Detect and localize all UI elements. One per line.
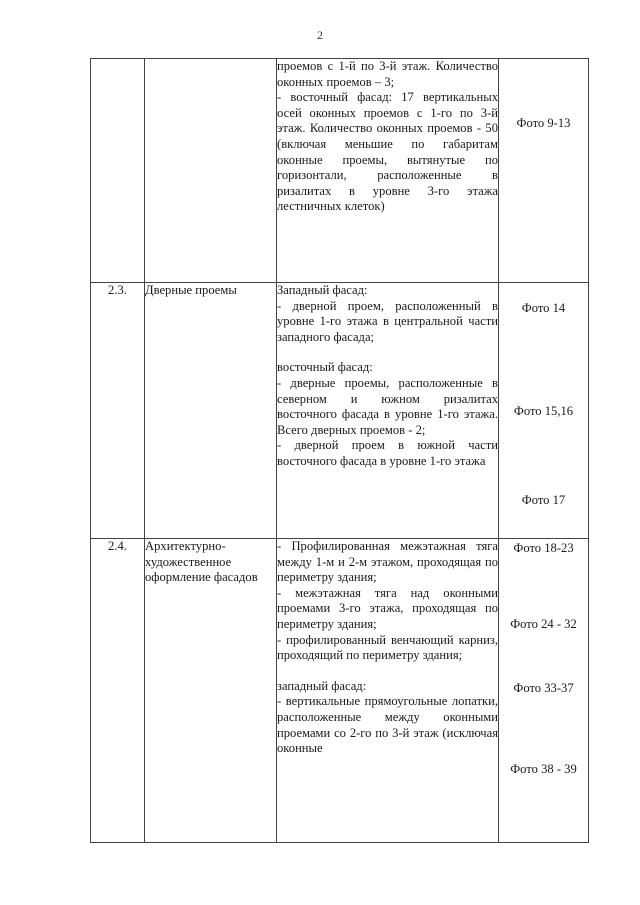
- element-description: [277, 539, 499, 843]
- row-number: 2.3.: [91, 283, 145, 539]
- photo-reference: Фото 38 - 39: [510, 762, 577, 776]
- table-row: [91, 59, 589, 283]
- description-paragraph: Западный фасад:: [277, 283, 368, 297]
- heritage-elements-table: [90, 58, 589, 843]
- description-paragraph: - дверные проемы, расположенные в северном и южном ризалитах восточного фасада в уровне 1-го этажа. Всего дверных проемов - 2;: [277, 375, 498, 437]
- table-row: [91, 283, 589, 539]
- description-paragraph: - дверной проем в южной части восточного фасада в уровне 1-го этажа: [277, 438, 498, 468]
- description-paragraph: - межэтажная тяга над оконными проемами 3-го этажа, проходящая по периметру здания;: [277, 585, 498, 631]
- row-number: 2.4.: [91, 539, 145, 843]
- element-name: Архитектурно-художественное оформление фасадов: [145, 539, 277, 843]
- spacer: [277, 664, 498, 679]
- photo-reference: Фото 14: [521, 301, 566, 315]
- table-row: [91, 539, 589, 843]
- photo-reference: Фото 9-13: [516, 116, 571, 130]
- page-number: 2: [317, 28, 323, 42]
- photo-reference: Фото 17: [521, 493, 566, 507]
- description-paragraph: - Профилированная межэтажная тяга между 1-м и 2-м этажом, проходящая по периметру здания;: [277, 539, 498, 585]
- photo-reference-cell: [499, 539, 589, 843]
- description-paragraph: - дверной проем, расположенный в уровне 1-го этажа в центральной части западного фасада;: [277, 298, 498, 344]
- photo-reference: Фото 18-23: [513, 541, 574, 555]
- photo-reference-cell: [499, 283, 589, 539]
- description-paragraph: - восточный фасад: 17 вертикальных осей оконных проемов с 1-го по 3-й этаж. Количество оконных проемов - 50 (включая меньшие по габаритам оконные проемы, вытянутые по горизонтали, расположенные в ризалитах в уровне 3-го этажа лестничных клеток): [277, 90, 498, 214]
- photo-reference: Фото 33-37: [513, 681, 574, 695]
- description-paragraph: западный фасад:: [277, 678, 367, 693]
- element-name: [145, 59, 277, 283]
- photo-reference-cell: [499, 59, 589, 283]
- description-paragraph: - вертикальные прямоугольные лопатки, расположенные между оконными проемами со 2-го по 3-й этаж (исключая оконные: [277, 694, 498, 756]
- element-description: [277, 59, 499, 283]
- description-paragraph: - профилированный венчающий карниз, проходящий по периметру здания;: [277, 632, 498, 663]
- spacer: [277, 345, 498, 360]
- row-number: [91, 59, 145, 283]
- description-paragraph: восточный фасад:: [277, 360, 373, 375]
- element-description: [277, 283, 499, 539]
- photo-reference: Фото 15,16: [513, 404, 574, 418]
- photo-reference: Фото 24 - 32: [510, 617, 577, 631]
- element-name: Дверные проемы: [145, 283, 277, 539]
- description-paragraph: проемов с 1-й по 3-й этаж. Количество оконных проемов – 3;: [277, 59, 498, 89]
